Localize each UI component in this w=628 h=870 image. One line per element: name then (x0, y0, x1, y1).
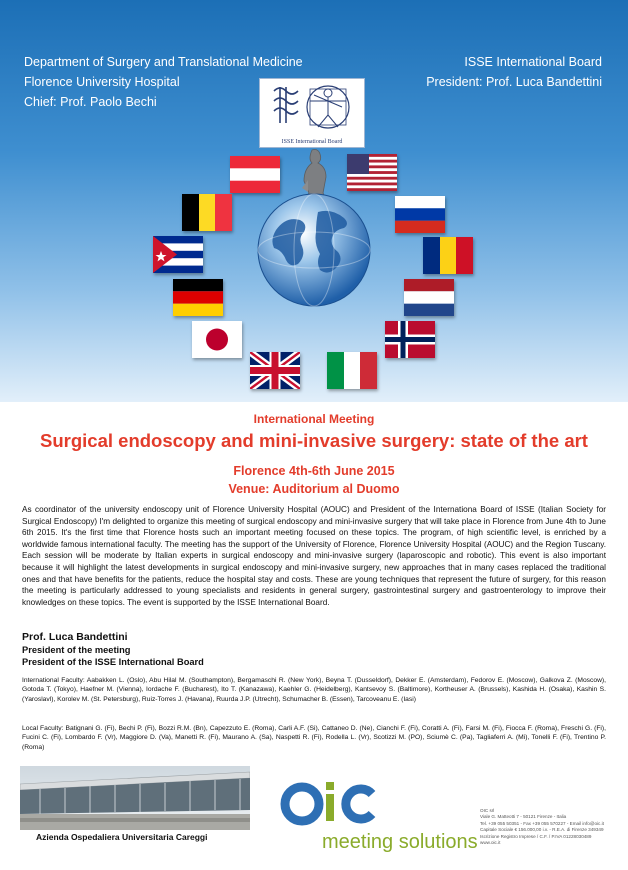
signature-name: Prof. Luca Bandettini (22, 631, 128, 643)
norway-flag-icon (385, 321, 435, 358)
sponsor-tagline: meeting solutions (322, 831, 478, 853)
header-background (0, 0, 628, 402)
romania-flag-icon (423, 237, 473, 274)
germany-flag-icon (173, 279, 223, 316)
meeting-label: International Meeting (253, 412, 375, 426)
globe-image (254, 190, 374, 310)
isse-logo (259, 78, 365, 148)
uk-flag-icon (250, 352, 300, 389)
austria-flag-icon (230, 156, 280, 193)
contact-line: OIC srl (480, 808, 495, 813)
usa-flag-icon (347, 154, 397, 191)
president-line: President: Prof. Luca Bandettini (426, 75, 602, 89)
netherlands-flag-icon (404, 279, 454, 316)
contact-line: www.oic.it (480, 840, 501, 846)
logo-caption: ISSE International Board (281, 139, 343, 145)
header-right (426, 52, 602, 92)
chief-line: Chief: Prof. Paolo Bechi (24, 95, 157, 109)
contact-line: Viale G. Matteotti 7 - 50121 Firenze - Italia (480, 814, 567, 820)
meeting-title: Surgical endoscopy and mini-invasive surgery: state of the art (40, 430, 588, 451)
hospital-caption: Azienda Ospedaliera Universitaria Careggi (36, 832, 208, 842)
international-faculty: International Faculty: Aabakken L. (Oslo), Abu Hilal M. (Southampton), Bergamaschi R. (New York), Beyna T. (Dusseldorf), Dekker E. (Amsterdam), Fedorov E. (Moscow), Galkova Z. (Moscow), Gotoda T. (Tokyo), Haefner M. (Vienna), Iordache F. (Bucharest), Ito T. (Kanazawa), Kaehler G. (Heidelberg), Kantsevoy S. (Baltimore), Kortheuser A. (Brussels), Kashida H. (Osaka), Kashin S. (Yaroslavl), Korolev M. (St. Petersburg), Ruiz-Torres J. (Havana), Ruurda J.P. (Utrecht), Schumacher B. (Essen), Tarcoveanu E. (Iasi) (22, 677, 606, 703)
hospital-photo (20, 766, 250, 830)
contact-line: Capitale Sociale € 156.000,00 i.v. - R.E.A. di Firenze 349349 (480, 827, 604, 833)
department-line: Department of Surgery and Translational Medicine (24, 55, 303, 69)
contact-line: Iscrizione Registro Imprese / C.F. / P.IVA 01228030489 (480, 833, 592, 839)
hospital-line: Florence University Hospital (24, 75, 180, 89)
italy-flag-icon (327, 352, 377, 389)
russia-flag-icon (395, 196, 445, 233)
sponsor-contact (480, 808, 604, 846)
contact-line: Tel. +39 055 50351 - Fax +39 055 570227 - Email info@oic.it (480, 820, 604, 826)
meeting-venue: Venue: Auditorium al Duomo (228, 482, 400, 496)
signature-role-1: President of the meeting (22, 644, 131, 655)
oic-logo (280, 778, 380, 835)
introduction-text: As coordinator of the university endoscopy unit of Florence University Hospital (AOUC) and President of the Internationa Board of ISSE (Italian Society for Surgical Endoscopy) I'm delighted to organize this meeting of surgical endoscopy and mini-invasive surgery that will take place in Florence from June 4th to June 6th 2015. It's the first time that Florence hosts such an important meeting focused on these topics. The program, of high scientific level, is enriched by a worldwide famous international faculty. The meeting has the support of the University of Florence, Florence University Hospital (AOUC) and the Region Tuscany. Each session will be moderate by Italian experts in surgical endoscopy and mini-invasive surgery (laparoscopic and robotic). This event is also important because it will highlight the latest developments in surgical endoscopy and mini-invasive surgery, new approaches that in many cases replaced the traditional ones and that have benefits for the patients, reduce the hospital stay and costs. These are young techniques that represent the future of surgery, for this reason the meeting is particularly addressed to young specialists and residents in general surgery, gastrointestinal surgery and gastroenterology to improve their knowledges on these topics. The event is supported by the ISSE International Board. (22, 505, 606, 607)
signature-role-2: President of the ISSE International Board (22, 657, 204, 667)
cuba-flag-icon (153, 236, 203, 273)
isse-emblem-icon (260, 79, 364, 137)
belgium-flag-icon (182, 194, 232, 231)
oic-logo-icon (280, 778, 380, 830)
board-line: ISSE International Board (464, 55, 602, 69)
signature-block (22, 631, 204, 669)
local-faculty: Local Faculty: Batignani G. (Fi), Bechi P. (Fi), Bozzi R.M. (Bn), Capezzuto E. (Roma), Carli A.F. (Si), Cattaneo D. (Ne), Cianchi F. (Fi), Coratti A. (Fi), Farsi M. (Fi), Fiocca F. (Roma), Freschi G. (Fi), Fucini C. (Fi), Lombardo F. (Vr), Maggiore D. (Va), Manetti R. (Fi), Maurano A. (Sa), Naspetti R. (Fi), Rodella L. (Vr), Scotizzi M. (PO), Sciumè C. (Pa), Tagliaferri A. (Mi), Tonelli F. (Fi), Trentino P. (Roma) (22, 725, 606, 751)
meeting-place-date: Florence 4th-6th June 2015 (233, 464, 395, 478)
japan-flag-icon (192, 321, 242, 358)
